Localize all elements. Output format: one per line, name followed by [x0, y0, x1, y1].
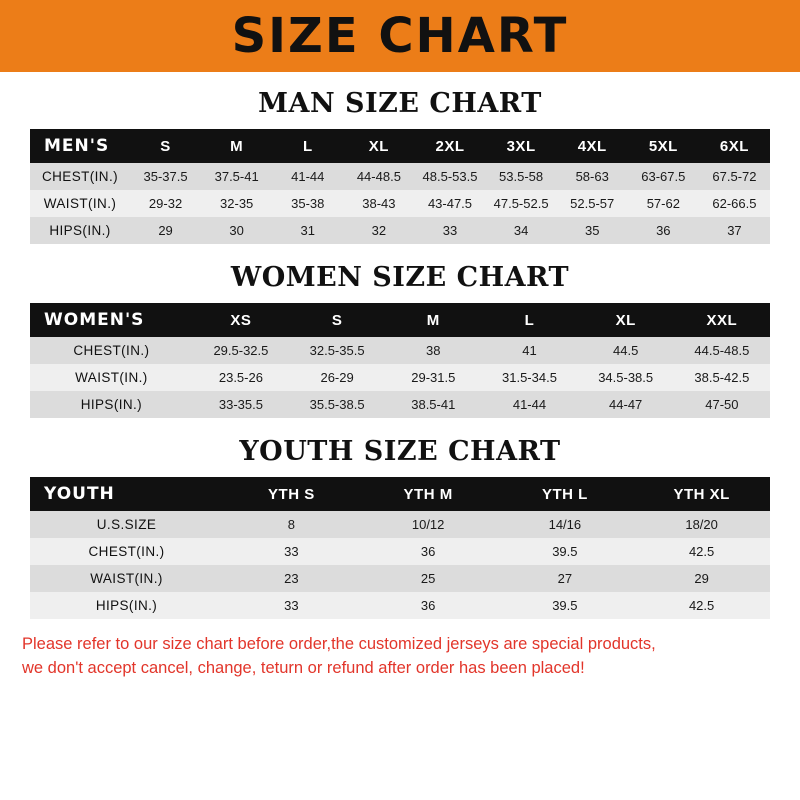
column-header: 3XL [486, 129, 557, 163]
table-cell: 32 [343, 217, 414, 244]
table-cell: 29 [130, 217, 201, 244]
table-cell: 35 [557, 217, 628, 244]
column-header: YTH XL [633, 477, 770, 511]
table-cell: 67.5-72 [699, 163, 770, 190]
table-row [30, 190, 770, 217]
column-header: XL [343, 129, 414, 163]
column-header: XL [578, 303, 674, 337]
table-cell: 29-31.5 [385, 364, 481, 391]
table-cell: 34 [486, 217, 557, 244]
man-size-table-wrap [30, 129, 770, 244]
table-cell: 35-37.5 [130, 163, 201, 190]
table-cell: 39.5 [497, 538, 634, 565]
row-label: CHEST(IN.) [30, 538, 223, 565]
table-cell: 38.5-41 [385, 391, 481, 418]
table-cell: 48.5-53.5 [414, 163, 485, 190]
column-header: WOMEN'S [30, 303, 193, 337]
section-title-man: MAN SIZE CHART [258, 88, 542, 119]
row-label: CHEST(IN.) [30, 163, 130, 190]
row-label: HIPS(IN.) [30, 592, 223, 619]
man-size-table [30, 129, 770, 244]
table-cell: 38.5-42.5 [674, 364, 770, 391]
column-header: MEN'S [30, 129, 130, 163]
column-header: M [201, 129, 272, 163]
table-cell: 33 [223, 538, 360, 565]
table-cell: 29 [633, 565, 770, 592]
youth-size-table [30, 477, 770, 619]
column-header: 2XL [414, 129, 485, 163]
table-cell: 44.5-48.5 [674, 337, 770, 364]
banner [0, 0, 800, 72]
table-cell: 36 [360, 538, 497, 565]
table-cell: 63-67.5 [628, 163, 699, 190]
table-cell: 33 [223, 592, 360, 619]
column-header: YOUTH [30, 477, 223, 511]
table-cell: 42.5 [633, 592, 770, 619]
table-cell: 23.5-26 [193, 364, 289, 391]
youth-size-table-wrap [30, 477, 770, 619]
table-cell: 41-44 [272, 163, 343, 190]
column-header: YTH L [497, 477, 634, 511]
table-row [30, 163, 770, 190]
table-cell: 25 [360, 565, 497, 592]
table-cell: 47-50 [674, 391, 770, 418]
table-cell: 37 [699, 217, 770, 244]
column-header: XS [193, 303, 289, 337]
women-size-table [30, 303, 770, 418]
column-header: XXL [674, 303, 770, 337]
table-cell: 30 [201, 217, 272, 244]
table-cell: 57-62 [628, 190, 699, 217]
disclaimer-note [22, 633, 778, 681]
table-cell: 36 [360, 592, 497, 619]
table-cell: 47.5-52.5 [486, 190, 557, 217]
table-cell: 42.5 [633, 538, 770, 565]
table-header-row [30, 129, 770, 163]
table-cell: 14/16 [497, 511, 634, 538]
table-cell: 31 [272, 217, 343, 244]
row-label: HIPS(IN.) [30, 217, 130, 244]
table-header-row [30, 477, 770, 511]
table-cell: 41-44 [481, 391, 577, 418]
table-cell: 41 [481, 337, 577, 364]
table-cell: 35.5-38.5 [289, 391, 385, 418]
table-cell: 39.5 [497, 592, 634, 619]
table-cell: 58-63 [557, 163, 628, 190]
table-cell: 33 [414, 217, 485, 244]
table-cell: 38-43 [343, 190, 414, 217]
column-header: L [481, 303, 577, 337]
table-row [30, 565, 770, 592]
table-row [30, 592, 770, 619]
row-label: WAIST(IN.) [30, 190, 130, 217]
table-cell: 44-47 [578, 391, 674, 418]
column-header: 6XL [699, 129, 770, 163]
table-cell: 8 [223, 511, 360, 538]
table-cell: 44.5 [578, 337, 674, 364]
table-cell: 31.5-34.5 [481, 364, 577, 391]
table-cell: 32-35 [201, 190, 272, 217]
table-cell: 26-29 [289, 364, 385, 391]
column-header: M [385, 303, 481, 337]
table-cell: 62-66.5 [699, 190, 770, 217]
table-cell: 29-32 [130, 190, 201, 217]
column-header: 4XL [557, 129, 628, 163]
table-cell: 36 [628, 217, 699, 244]
row-label: CHEST(IN.) [30, 337, 193, 364]
table-cell: 34.5-38.5 [578, 364, 674, 391]
row-label: WAIST(IN.) [30, 364, 193, 391]
table-cell: 52.5-57 [557, 190, 628, 217]
column-header: L [272, 129, 343, 163]
note-line-2: we don't accept cancel, change, teturn or refund after order has been placed! [22, 658, 585, 677]
table-cell: 53.5-58 [486, 163, 557, 190]
section-title-women: WOMEN SIZE CHART [230, 262, 570, 293]
table-cell: 23 [223, 565, 360, 592]
column-header: S [130, 129, 201, 163]
table-cell: 43-47.5 [414, 190, 485, 217]
table-row [30, 364, 770, 391]
row-label: HIPS(IN.) [30, 391, 193, 418]
column-header: YTH M [360, 477, 497, 511]
page-title: SIZE CHART [231, 8, 569, 64]
table-row [30, 337, 770, 364]
row-label: WAIST(IN.) [30, 565, 223, 592]
table-cell: 27 [497, 565, 634, 592]
row-label: U.S.SIZE [30, 511, 223, 538]
note-line-1: Please refer to our size chart before order,the customized jerseys are special products, [22, 635, 656, 653]
table-cell: 38 [385, 337, 481, 364]
column-header: 5XL [628, 129, 699, 163]
table-cell: 37.5-41 [201, 163, 272, 190]
table-cell: 32.5-35.5 [289, 337, 385, 364]
table-row [30, 391, 770, 418]
table-row [30, 511, 770, 538]
table-cell: 29.5-32.5 [193, 337, 289, 364]
table-cell: 44-48.5 [343, 163, 414, 190]
column-header: S [289, 303, 385, 337]
table-cell: 33-35.5 [193, 391, 289, 418]
section-title-youth: YOUTH SIZE CHART [239, 436, 561, 467]
table-row [30, 538, 770, 565]
column-header: YTH S [223, 477, 360, 511]
table-header-row [30, 303, 770, 337]
women-size-table-wrap [30, 303, 770, 418]
table-cell: 35-38 [272, 190, 343, 217]
table-cell: 18/20 [633, 511, 770, 538]
table-row [30, 217, 770, 244]
table-cell: 10/12 [360, 511, 497, 538]
